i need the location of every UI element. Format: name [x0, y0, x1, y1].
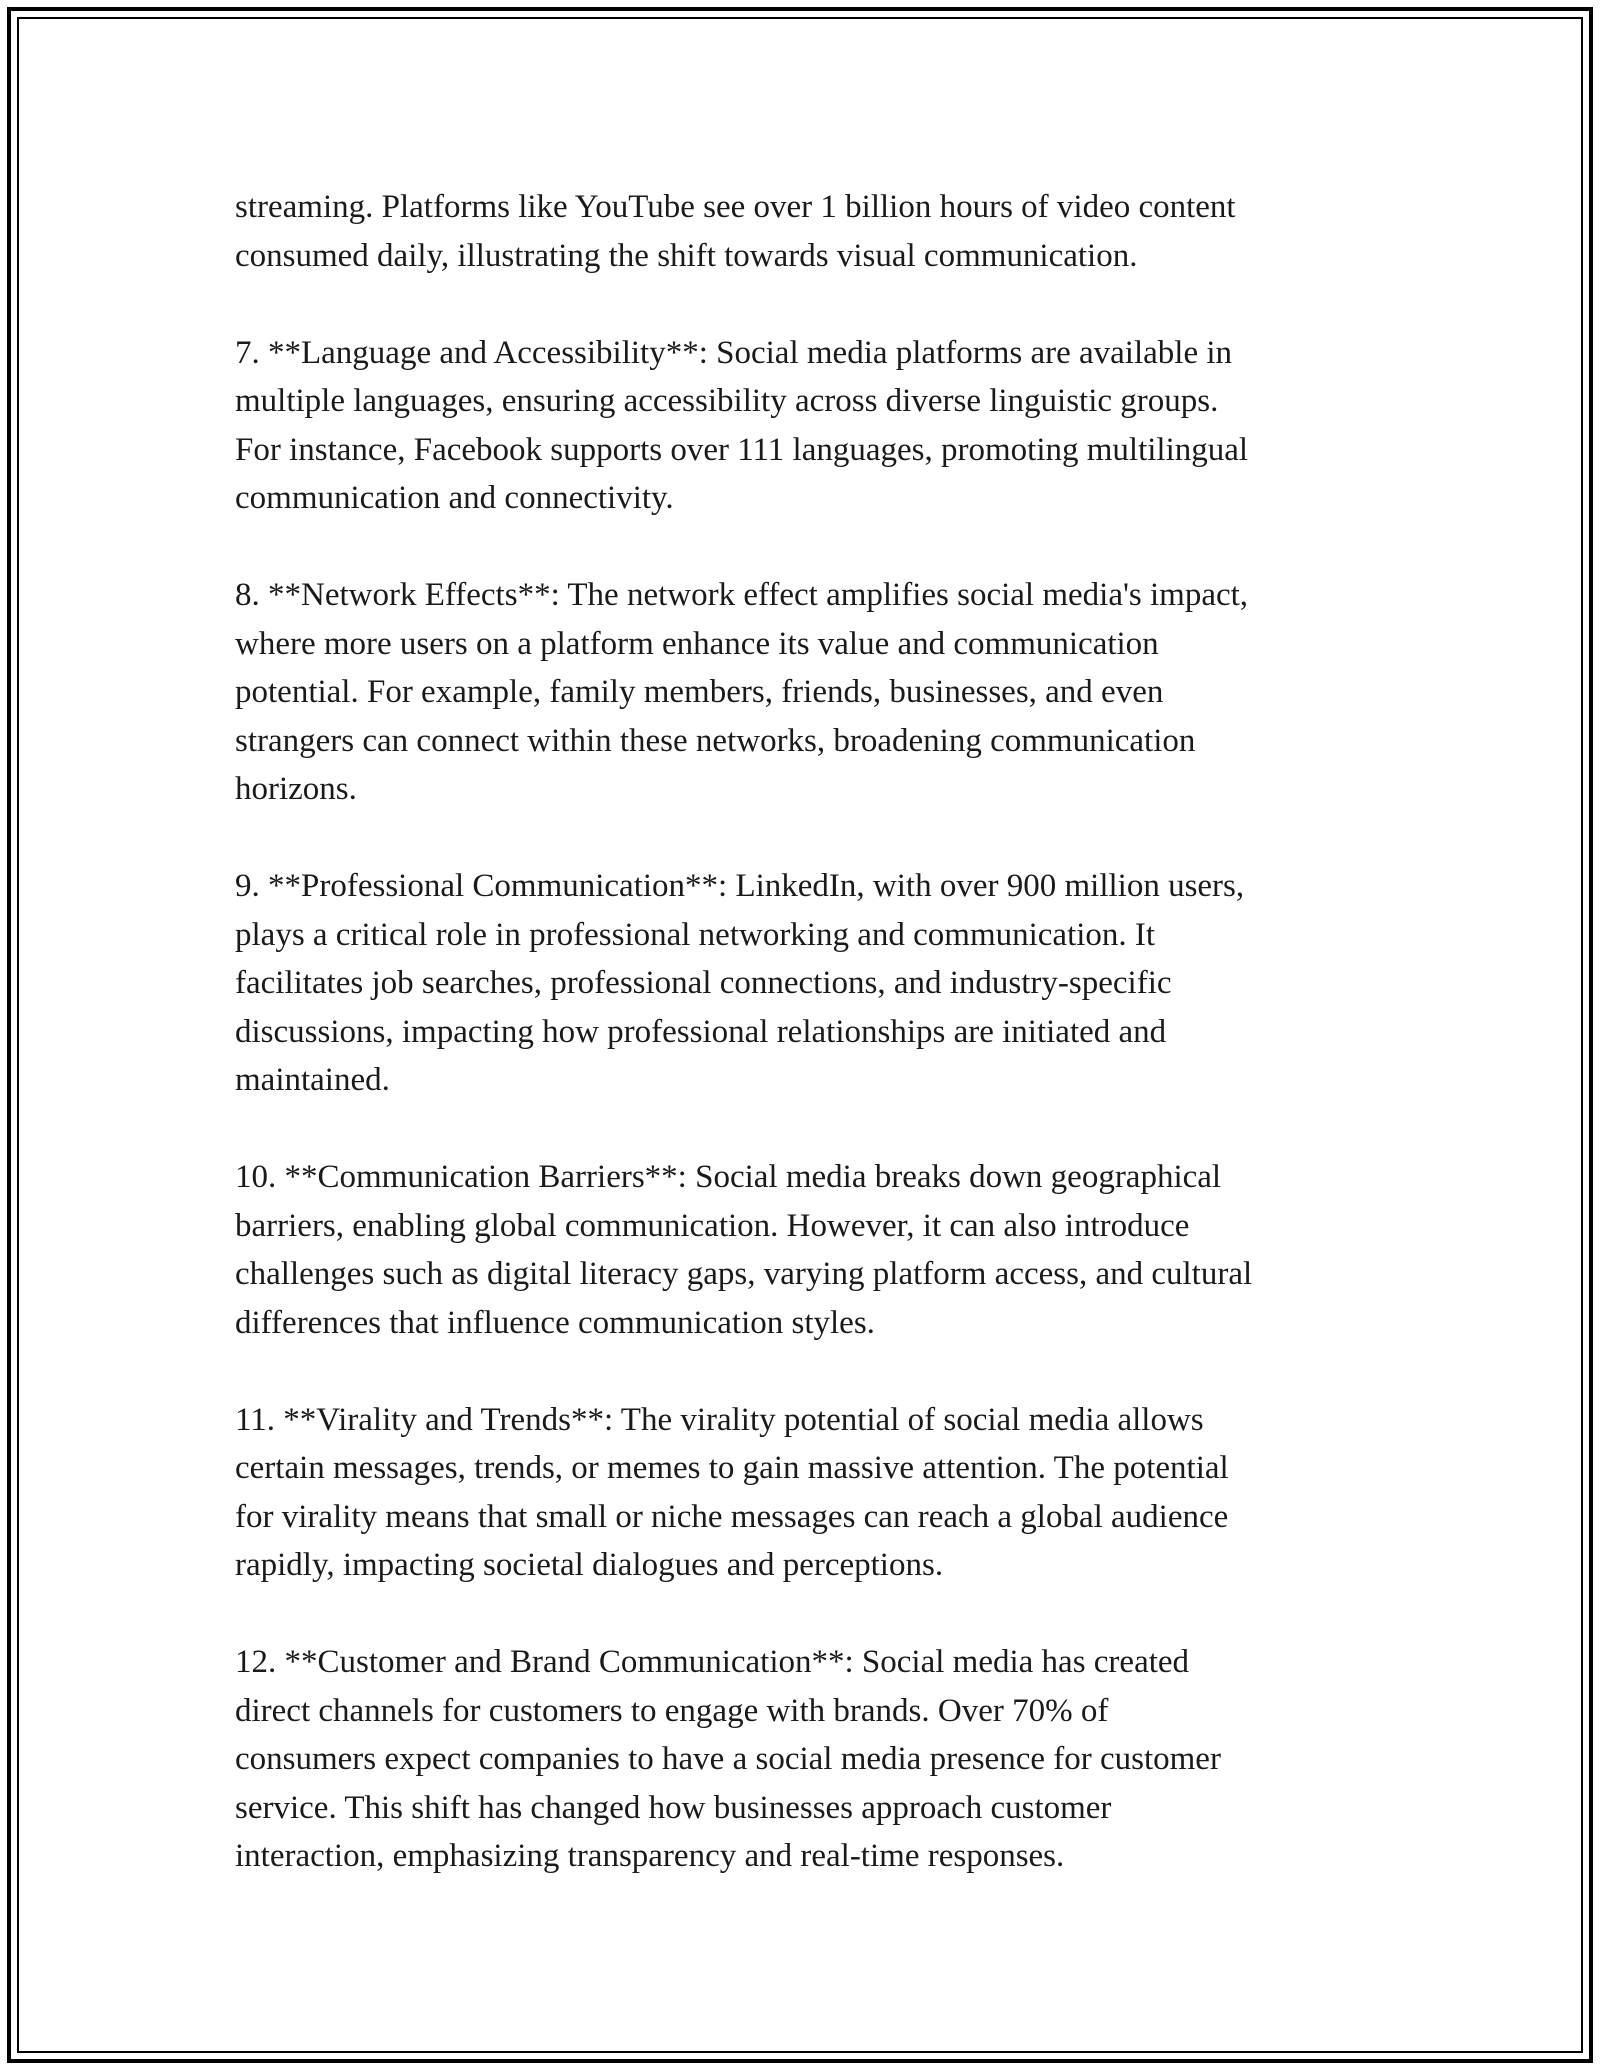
paragraph-virality-trends: 11. **Virality and Trends**: The virality potential of social media allows certain messages, trends, or memes to gain massive attention. The potential for virality means that small or niche messages can reach a global audience rapidly, impacting societal dialogues and perceptions.	[235, 1401, 1229, 1583]
document-body	[235, 183, 1375, 1929]
paragraph-professional-communication: 9. **Professional Communication**: LinkedIn, with over 900 million users, plays a critical role in professional networking and communication. It facilitates job searches, professional connections, and industry-specific discussions, impacting how professional relationships are initiated and maintained.	[235, 868, 1245, 1098]
paragraph-customer-brand-communication: 12. **Customer and Brand Communication**: Social media has created direct channels for customers to engage with brands. Over 70% of consumers expect companies to have a social media presence for customer service. This shift has changed how businesses approach customer interaction, emphasizing transparency and real-time responses.	[235, 1644, 1221, 1874]
paragraph-continuation: streaming. Platforms like YouTube see over 1 billion hours of video content consumed daily, illustrating the shift towards visual communication.	[235, 189, 1236, 274]
paragraph-network-effects: 8. **Network Effects**: The network effect amplifies social media's impact, where more users on a platform enhance its value and communication potential. For example, family members, friends, businesses, and even strangers can connect within these networks, broadening communication horizons.	[235, 577, 1249, 807]
paragraph-language-accessibility: 7. **Language and Accessibility**: Social media platforms are available in multiple languages, ensuring accessibility across diverse linguistic groups. For instance, Facebook supports over 111 languages, promoting multilingual communication and connectivity.	[235, 334, 1249, 516]
paragraph-communication-barriers: 10. **Communication Barriers**: Social media breaks down geographical barriers, enabling global communication. However, it can also introduce challenges such as digital literacy gaps, varying platform access, and cultural differences that influence communication styles.	[235, 1159, 1253, 1341]
